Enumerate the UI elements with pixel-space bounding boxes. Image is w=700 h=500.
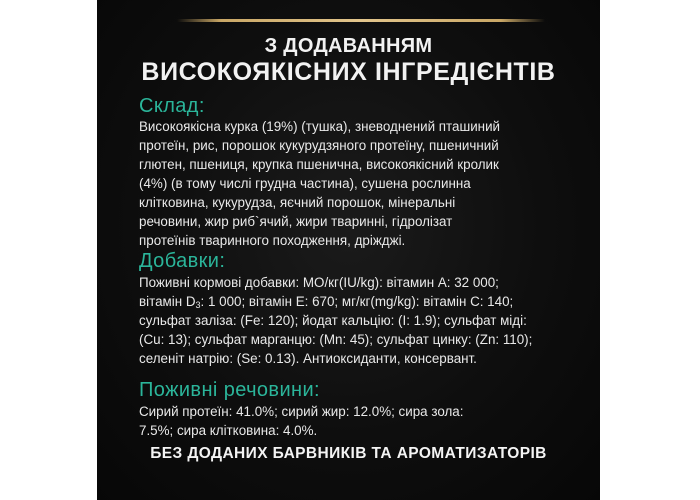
nutrients-line: 7.5%; сира клітковина: 4.0%. [139, 423, 318, 438]
additives-line: Поживні кормові добавки: МО/кг(IU/kg): вітамин А: 32 000; [139, 275, 499, 290]
composition-text [139, 117, 584, 250]
composition-line: (4%) (в тому числі грудна частина), сушена рослинна [139, 176, 471, 191]
headline-line-2: ВИСОКОЯКІСНИХ ІНГРЕДІЄНТІВ [141, 58, 556, 86]
product-label-panel [97, 0, 600, 500]
headline-line-1: З ДОДАВАННЯМ [264, 35, 433, 57]
composition-line: протеїнів тваринного походження, дріжджі. [139, 233, 406, 248]
composition-line: глютен, пшениця, крупка пшенична, високоякісний кролик [139, 157, 499, 172]
additives-text [139, 273, 584, 368]
composition-line: клітковина, кукурудза, яєчний порошок, мінеральні [139, 195, 456, 210]
additives-line: селеніт натрію: (Se: 0.13). Антиоксиданти, консервант. [139, 351, 477, 366]
additives-line-vitamin-d [139, 292, 584, 311]
composition-line: Високоякісна курка (19%) (тушка), зневоднений пташиний [139, 119, 501, 134]
vitamin-d-rest: : 1 000; вітамін Е: 670; мг/кг(mg/kg): вітамін С: 140; [200, 294, 514, 309]
additives-line: сульфат заліза: (Fe: 120); йодат кальцію: (I: 1.9); сульфат міді: [139, 313, 527, 328]
gold-divider-line [177, 19, 545, 22]
vitamin-d-subscript: 3 [195, 300, 201, 310]
no-additives-footer: БЕЗ ДОДАНИХ БАРВНИКІВ ТА АРОМАТИЗАТОРІВ [150, 445, 547, 462]
vitamin-d-label: вітамін D [139, 294, 196, 309]
nutrients-title: Поживні речовини: [139, 379, 320, 401]
additives-title: Добавки: [139, 250, 226, 272]
additives-line: (Cu: 13); сульфат марганцю: (Mn: 45); сульфат цинку: (Zn: 110); [139, 332, 533, 347]
composition-line: речовини, жир риб`ячий, жири тваринні, гідролізат [139, 214, 453, 229]
nutrients-line: Сирий протеїн: 41.0%; сирий жир: 12.0%; сира зола: [139, 404, 464, 419]
composition-title: Склад: [139, 95, 205, 117]
composition-line: протеїн, рис, порошок кукурудзяного протеїну, пшеничний [139, 138, 499, 153]
nutrients-text [139, 402, 584, 440]
